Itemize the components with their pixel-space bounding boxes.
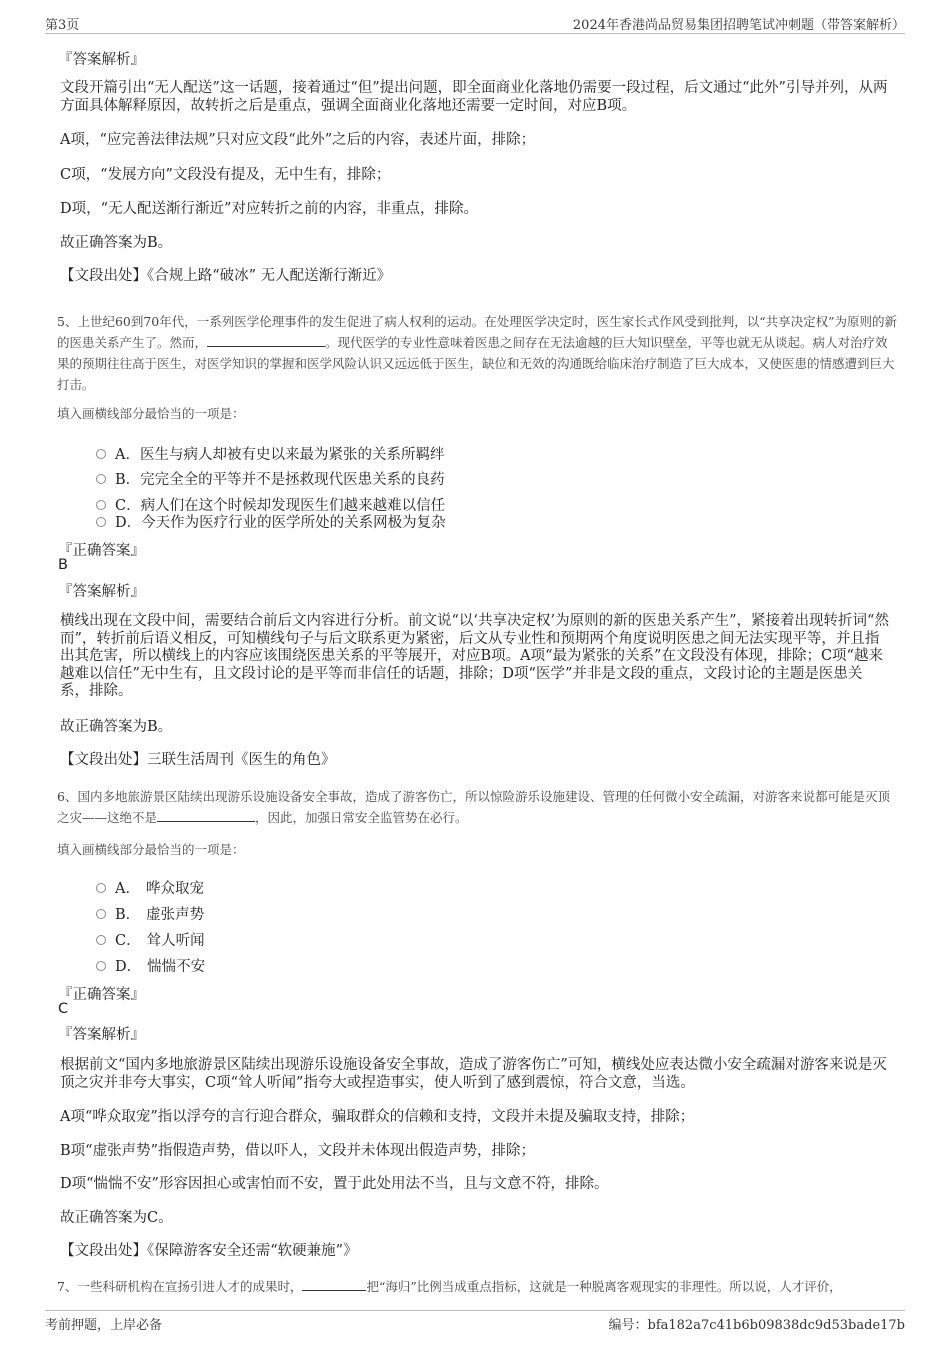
q5-blank	[207, 334, 325, 347]
q7-stem-after: 把“海归”比例当成重点指标，这就是一种脱离客观现实的非理性。所以说，人才评价，	[366, 1279, 842, 1294]
q6-stem	[57, 786, 899, 828]
q6-prompt: 填入画横线部分最恰当的一项是：	[57, 842, 245, 857]
q5-stem-after: 。现代医学的专业性意味着医患之间存在无法逾越的巨大知识壁垒，平等也就无从谈起。病人对治疗效果的预期往往高于医生，对医学知识的掌握和医学风险认识又远远低于医生，缺位和无效的沟通既给临床治疗制造了巨大成本，又使医患的情感遭到巨大打击。	[57, 335, 895, 392]
radio-icon[interactable]	[96, 474, 106, 484]
option-text: 虚张声势	[146, 907, 205, 923]
q6-analysis-paragraph: 根据前文“国内多地旅游景区陆续出现游乐设施设备安全事故，造成了游客伤亡”可知，横线处应表达微小安全疏漏对游客来说是灭顶之灾并非夸大事实，C项“耸人听闻”指夸大或捏造事实，使人听到了感到震惊，符合文意，当选。	[60, 1057, 887, 1091]
radio-icon[interactable]	[96, 449, 106, 459]
q6-stem-before: 6、国内多地旅游景区陆续出现游乐设施设备安全事故，造成了游客伤亡，所以惊险游乐设施建设、管理的任何微小安全疏漏，对游客来说都可能是灭顶之灾——这绝不是	[57, 789, 890, 825]
q4-analysis-option-c: C项，“发展方向”文段没有提及，无中生有，排除；	[60, 167, 391, 183]
q5-analysis-label: 『答案解析』	[58, 584, 145, 600]
q5-correct-label: 『正确答案』	[58, 543, 145, 559]
q5-analysis-paragraph: 横线出现在文段中间，需要结合前后文内容进行分析。前文说“以‘共享决定权’为原则的新的医患关系产生”，紧接着出现转折词“然而”，转折前后语义相反，可知横线句子与后文联系更为紧密，后文从专业性和预期两个角度说明医患之间无法实现平等，并且指出其危害，所以横线上的内容应该围绕医患关系的平等展开，对应B项。A项“最为紧张的关系”在文段没有体现，排除；C项“越来越难以信任”无中生有，且文段讨论的是平等而非信任的话题，排除；D项“医学”并非是文段的重点，文段讨论的主题是医患关系，排除。	[60, 613, 889, 699]
q4-analysis-option-a: A项，“应完善法律法规”只对应文段“此外”之后的内容，表述片面，排除；	[60, 132, 536, 148]
q6-conclusion: 故正确答案为C。	[60, 1210, 173, 1226]
q6-stem-after: ，因此，加强日常安全监管势在必行。	[255, 810, 468, 825]
option-letter: B．	[115, 472, 141, 488]
document-title: 2024年香港尚品贸易集团招聘笔试冲刺题（带答案解析）	[572, 18, 905, 33]
q4-analysis-paragraph: 文段开篇引出“无人配送”这一话题，接着通过“但”提出问题，即全面商业化落地仍需要一段过程，后文通过“此外”引导并列，从两方面具体解释原因，故转折之后是重点，强调全面商业化落地还需要一定时间，对应B项。	[60, 80, 888, 114]
q6-correct-answer: C	[58, 1001, 69, 1017]
footer-slogan: 考前押题，上岸必备	[45, 1318, 163, 1333]
q6-source: 【文段出处】《保障游客安全还需“软硬兼施”》	[60, 1243, 358, 1259]
page-number: 第3页	[45, 18, 80, 33]
q6-analysis-label: 『答案解析』	[58, 1027, 145, 1043]
q6-analysis-option-b: B项“虚张声势”指假造声势，借以吓人，文段并未体现出假造声势，排除；	[60, 1143, 535, 1159]
option-text: 耸人听闻	[146, 933, 205, 949]
option-letter: A．	[115, 881, 140, 897]
q5-option-a[interactable]	[96, 443, 444, 464]
option-letter: C．	[115, 498, 141, 514]
radio-icon[interactable]	[96, 883, 106, 893]
q4-analysis-option-d: D项，“无人配送渐行渐近”对应转折之前的内容，非重点，排除。	[60, 201, 478, 217]
option-text: 完完全全的平等并不是拯救现代医患关系的良药	[140, 472, 445, 488]
q5-stem	[57, 311, 899, 395]
footer-divider	[45, 1310, 905, 1311]
q6-option-a[interactable]	[96, 877, 204, 898]
option-letter: B．	[115, 907, 141, 923]
q5-conclusion: 故正确答案为B。	[60, 719, 173, 735]
q7-stem-before: 7、一些科研机构在宣扬引进人才的成果时，	[57, 1279, 303, 1294]
q5-correct-answer: B	[58, 557, 68, 573]
option-text: 哗众取宠	[145, 881, 204, 897]
q6-correct-label: 『正确答案』	[58, 987, 145, 1003]
q4-source: 【文段出处】《合规上路“破冰” 无人配送渐行渐近》	[60, 268, 392, 284]
q6-analysis-option-d: D项“惴惴不安”形容因担心或害怕而不安，置于此处用法不当，且与文意不符，排除。	[60, 1176, 609, 1192]
option-text: 病人们在这个时候却发现医生们越来越难以信任	[140, 498, 446, 514]
option-letter: D．	[115, 515, 142, 531]
radio-icon[interactable]	[96, 935, 106, 945]
q6-option-c[interactable]	[96, 929, 205, 950]
option-letter: C．	[115, 933, 141, 949]
footer-document-id: 编号：bfa182a7c41b6b09838dc9d53bade17b	[608, 1318, 905, 1333]
q4-analysis-label: 『答案解析』	[58, 52, 145, 68]
q5-prompt: 填入画横线部分最恰当的一项是：	[57, 406, 245, 421]
q6-analysis-option-a: A项“哗众取宠”指以浮夸的言行迎合群众，骗取群众的信赖和支持，文段并未提及骗取支持，排除；	[60, 1109, 695, 1125]
radio-icon[interactable]	[96, 909, 106, 919]
option-letter: D．	[115, 959, 142, 975]
q5-option-b[interactable]	[96, 468, 445, 489]
option-text: 今天作为医疗行业的医学所处的关系网极为复杂	[141, 515, 446, 531]
q7-stem	[57, 1276, 899, 1297]
q4-conclusion: 故正确答案为B。	[60, 235, 173, 251]
radio-icon[interactable]	[96, 500, 106, 510]
q6-option-d[interactable]	[96, 955, 205, 976]
q5-source: 【文段出处】三联生活周刊《医生的角色》	[60, 752, 336, 768]
q6-option-b[interactable]	[96, 903, 204, 924]
q5-stem-before: 5、上世纪60到70年代，一系列医学伦理事件的发生促进了病人权利的运动。在处理医学决定时，医生家长式作风受到批判，以“共享决定权”为原则的新的医患关系产生了。然而，	[57, 314, 898, 350]
radio-icon[interactable]	[96, 517, 106, 527]
radio-icon[interactable]	[96, 961, 106, 971]
option-letter: A．	[115, 447, 140, 463]
header-divider	[45, 33, 905, 34]
q7-blank	[302, 1278, 366, 1291]
option-text: 医生与病人却被有史以来最为紧张的关系所羁绊	[139, 447, 445, 463]
q5-option-d[interactable]	[96, 511, 446, 532]
option-text: 惴惴不安	[147, 959, 206, 975]
q6-blank	[157, 809, 255, 822]
